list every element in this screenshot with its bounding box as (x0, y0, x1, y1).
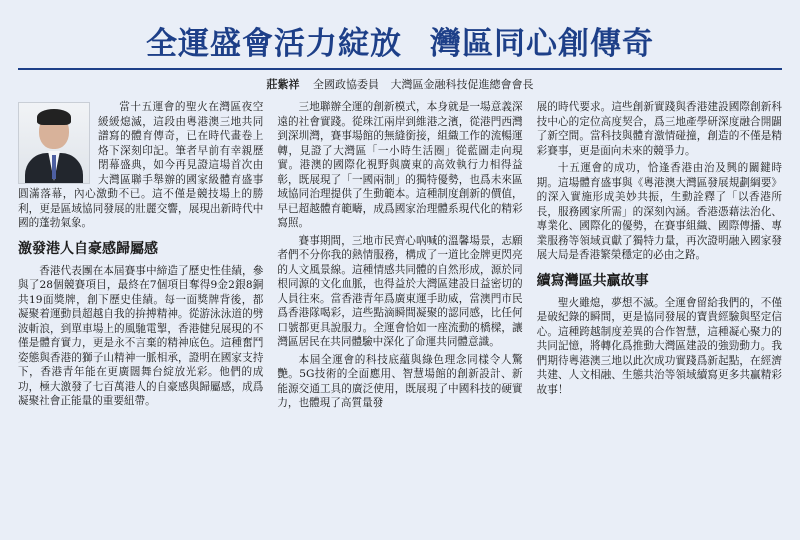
headline-rule (18, 68, 782, 70)
author-role-2: 大灣區金融科技促進總會會長 (390, 78, 534, 91)
article-paragraph: 十五運會的成功，恰逢香港由治及興的關鍵時期。這場體育盛事與《粵港澳大灣區發展規劃綱要》的深入實施形成美妙共振，生動詮釋了「以香港所長，服務國家所需」的深刻內涵。香港憑藉法治化、專業化、國際化的優勢，在賽事組織、國際傳播、專業服務等領域貢獻了獨特力量，再次證明融入國家發展大局是香港繁榮穩定的必由之路。 (536, 162, 782, 261)
section-heading: 激發港人自豪感歸屬感 (18, 240, 158, 257)
column-3 (537, 100, 782, 528)
column-2 (277, 100, 522, 528)
article-paragraph: 賽事期間，三地市民齊心吶喊的溫馨場景，志願者們不分你我的熱情服務，構成了一道比金牌更閃亮的人文風景線。這種情感共同體的自然形成，源於同根同源的文化血脈，也得益於大灣區建設日益密切的人員往來。當香港青年爲廣東運手助威，當澳門市民爲香港隊喝彩，這些點滴瞬間凝聚的認同感，比任何口號都更具說服力。全運會恰如一座流動的橋樑，讓灣區居民在共同體驗中深化了命運共同體意識。 (277, 234, 523, 348)
headline (18, 0, 782, 60)
article-paragraph: 當十五運會的聖火在灣區夜空緩緩熄滅，這段由粵港澳三地共同譜寫的體育傳奇，已在時代畫卷上烙下深刻印記。筆者早前有幸親歷閉幕盛典，如今再見證這場首次由大灣區聯手舉辦的國家級體育盛事圓滿落幕，內心激動不已。這不僅是競技場上的勝利，更是區域協同發展的壯麗交響，展現出新時代中國的蓬勃氣象。 (18, 101, 264, 229)
column-1 (18, 100, 263, 528)
article-paragraph: 本屆全運會的科技底蘊與綠色理念同樣令人驚艷。5G技術的全面應用、智慧場館的創新設計、新能源交通工具的廣泛使用，既展現了中國科技的硬實力，也體現了高質量發 (277, 353, 523, 409)
article-paragraph: 香港代表團在本屆賽事中締造了歷史性佳績，參與了28個競賽項目，最終在7個項目奪得9金2銀8銅共19面獎牌，創下歷史佳績。每一面獎牌背後，都凝聚着運動員超越自我的拚搏精神。從游泳泳道的劈波斬浪，到單車場上的風馳電掣，香港健兒展現的不僅是體育實力，更是永不言棄的精神底色。這種奮鬥姿態與香港的獅子山精神一脈相承，證明在國家支持下，香港青年能在更廣闊舞台綻放光彩。他們的成功，極大激發了七百萬港人的自豪感與歸屬感，成爲凝聚社會正能量的重要紐帶。 (18, 264, 264, 407)
headline-part2: 灣區同心創傳奇 (430, 26, 654, 62)
article-paragraph: 三地聯辦全運的創新模式，本身就是一場意義深遠的社會實踐。從珠江兩岸到維港之濱，從港門西灣到深圳灣，賽事場館的無縫銜接，組織工作的流暢運轉，見證了大灣區「一小時生活圈」從藍圖走向現實。港澳的國際化視野與廣東的高效執行力相得益彰，既展現了「一國兩制」的獨特優勢，也爲未來區域協同治理提供了生動範本。這種制度創新的價值，早已超越體育範疇，成爲國家治理體系現代化的精彩寫照。 (277, 101, 523, 229)
article-paragraph: 展的時代要求。這些創新實踐與香港建設國際創新科技中心的定位高度契合，爲三地產學研深度融合開闢了新空間。當科技與體育激情碰撞，創造的不僅是精彩賽事，更是面向未來的競爭力。 (536, 101, 782, 157)
byline (18, 76, 782, 92)
author-role-1: 全國政協委員 (313, 78, 379, 91)
author-portrait-photo (18, 102, 90, 184)
headline-part1: 全運盛會活力綻放 (146, 26, 402, 62)
article-columns (18, 100, 782, 528)
section-heading: 續寫灣區共贏故事 (536, 272, 649, 289)
article-paragraph: 聖火雖熄，夢想不滅。全運會留給我們的，不僅是破紀錄的瞬間，更是協同發展的寶貴經驗與堅定信心。這種跨越制度差異的合作智慧，這種凝心聚力的共同記憶，將轉化爲推動大灣區建設的強勁動力。我們期待粵港澳三地以此次成功實踐爲新起點，在經濟共建、人文相融、生態共治等領域續寫更多共贏精彩故事！ (536, 296, 782, 396)
author-name: 莊紫祥 (266, 78, 300, 91)
